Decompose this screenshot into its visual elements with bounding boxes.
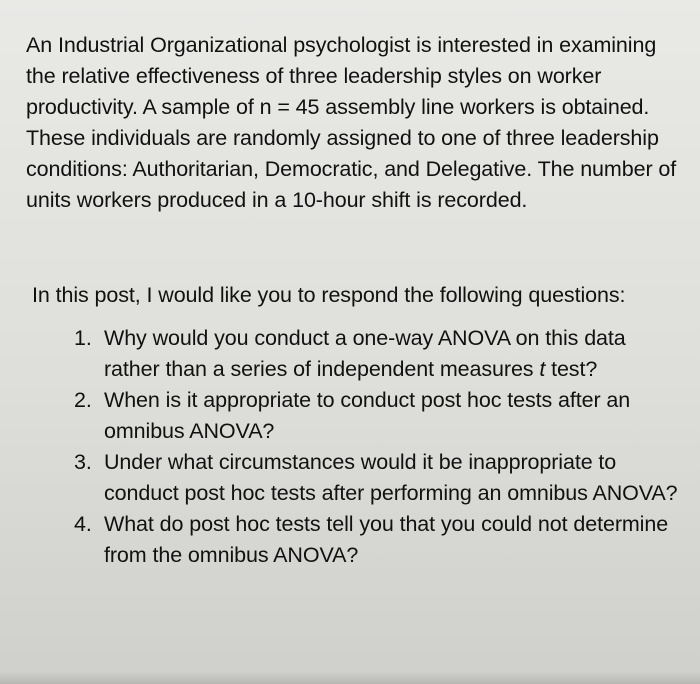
question-text: Why would you conduct a one-way ANOVA on this data rather than a series of independent measures	[104, 326, 626, 381]
question-text: Under what circumstances would it be inappropriate to conduct post hoc tests after performing an omnibus ANOVA?	[104, 450, 678, 505]
question-item	[74, 385, 686, 447]
question-number: 1.	[74, 326, 92, 350]
question-item	[74, 323, 686, 385]
prompt-paragraph: In this post, I would like you to respond the following questions:	[32, 283, 626, 307]
question-item	[74, 509, 686, 571]
photo-edge-shadow	[0, 672, 700, 684]
question-text-end: test?	[545, 357, 598, 381]
intro-paragraph: An Industrial Organizational psychologist is interested in examining the relative effectiveness of three leadership styles on worker productivity. A sample of n = 45 assembly line workers is obtained. These individuals are randomly assigned to one of three leadership conditions: Authoritarian, Democratic, and Delegative. The number of units workers produced in a 10-hour shift is recorded.	[26, 33, 677, 212]
question-text: When is it appropriate to conduct post hoc tests after an omnibus ANOVA?	[104, 388, 631, 443]
question-italic: t	[539, 357, 546, 381]
question-number: 4.	[74, 512, 92, 536]
document-content	[26, 30, 686, 571]
question-item	[74, 447, 686, 509]
question-number: 2.	[74, 388, 92, 412]
question-number: 3.	[74, 450, 92, 474]
questions-list	[26, 323, 686, 571]
question-text: What do post hoc tests tell you that you could not determine from the omnibus ANOVA?	[104, 512, 669, 567]
